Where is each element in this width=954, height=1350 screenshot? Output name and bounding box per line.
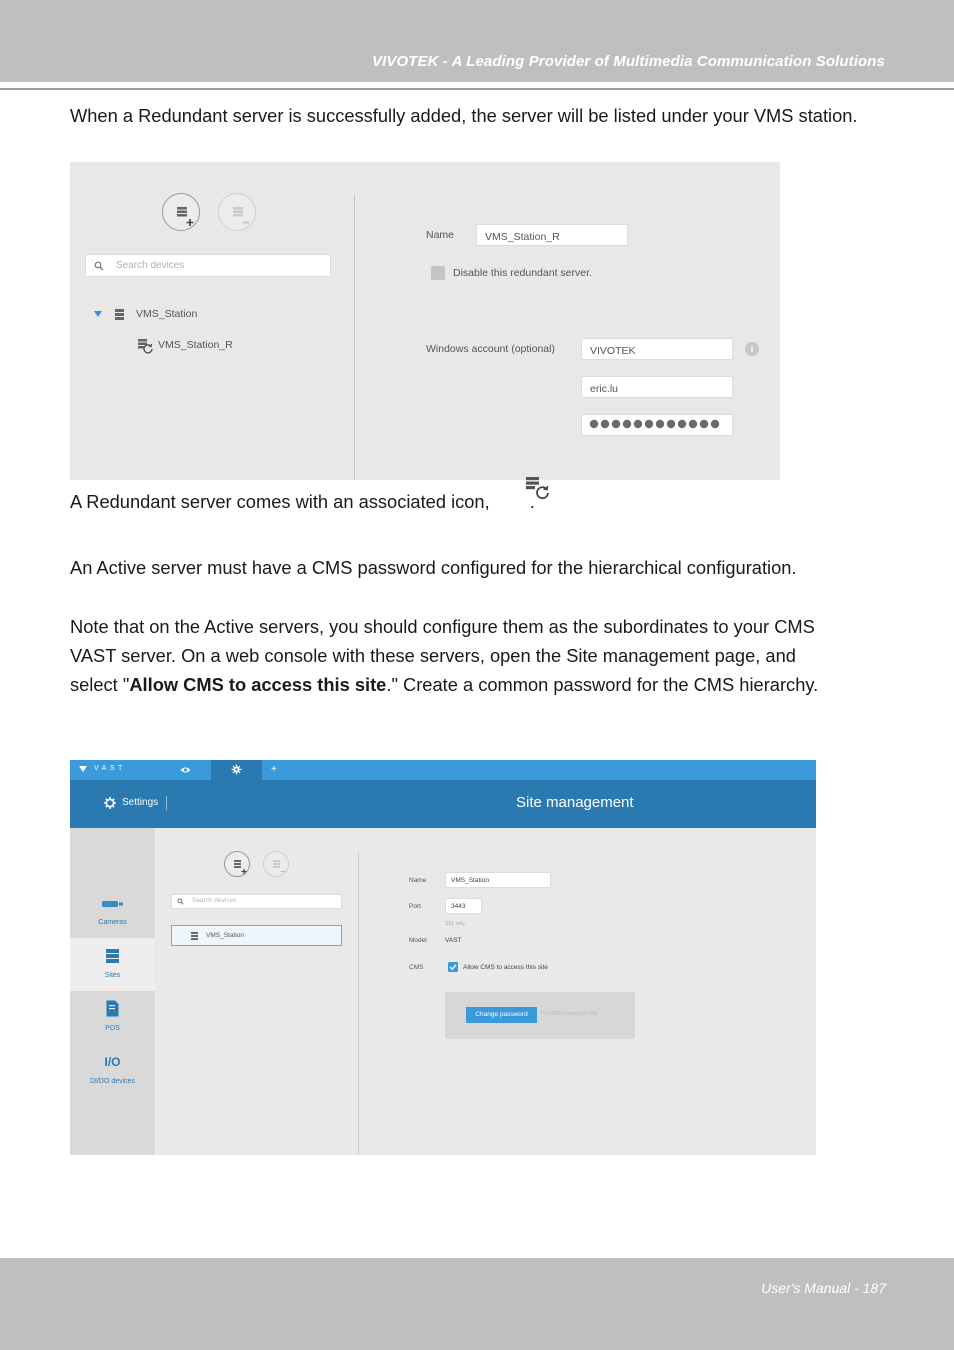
username-input[interactable]: eric.lu: [581, 376, 733, 398]
p4-line-3-start: select ": [70, 674, 130, 695]
checkmark-icon: [449, 963, 457, 971]
password-mask: [589, 418, 729, 430]
port-label: Port: [409, 903, 421, 910]
page-number: User's Manual - 187: [761, 1280, 886, 1296]
paragraph-cms-password: An Active server must have a CMS password configured for the hierarchical configuration.: [70, 557, 797, 578]
name-label: Name: [426, 229, 455, 241]
settings-sidebar: [70, 828, 155, 1155]
name-input[interactable]: VMS_Station: [445, 872, 551, 888]
add-tab-button[interactable]: +: [271, 764, 277, 775]
remove-server-button[interactable]: [218, 193, 256, 231]
disable-redundant-label: Disable this redundant server.: [453, 267, 592, 279]
sidebar-item-pos[interactable]: POS: [105, 1025, 120, 1032]
vast-logo-icon: [79, 766, 87, 772]
sidebar-item-dido[interactable]: DI/DO devices: [89, 1078, 136, 1085]
name-input[interactable]: VMS_Station_R: [476, 224, 628, 246]
server-icon: [114, 308, 126, 321]
ssl-note: SSL only: [445, 921, 465, 927]
change-password-button[interactable]: Change password: [466, 1007, 537, 1023]
p2-text: A Redundant server comes with an associated icon,: [70, 491, 490, 512]
pos-icon: [106, 1000, 119, 1017]
panel-divider: [358, 852, 359, 1155]
page-header: [0, 0, 954, 82]
sites-icon: [106, 949, 119, 964]
add-server-icon: [225, 852, 251, 878]
search-icon: [94, 261, 104, 271]
disable-redundant-checkbox[interactable]: [431, 266, 445, 280]
settings-header: [70, 780, 816, 828]
remove-server-icon: [264, 852, 290, 878]
search-placeholder: Search devices: [116, 260, 185, 271]
redundant-server-icon: [137, 338, 155, 354]
info-icon[interactable]: i: [745, 342, 759, 356]
page-title: Site management: [516, 794, 634, 811]
site-management-screenshot: [70, 760, 816, 1155]
remove-site-button[interactable]: [263, 851, 289, 877]
paragraph-redundant-icon: [70, 487, 770, 516]
search-devices-input[interactable]: [171, 894, 342, 909]
page-footer: [0, 1258, 954, 1350]
cms-connection-note: For CMS connection only: [541, 1011, 598, 1017]
domain-input[interactable]: VIVOTEK: [581, 338, 733, 360]
header-separator: [166, 796, 167, 810]
windows-account-label: Windows account (optional): [426, 343, 555, 355]
sidebar-item-cameras[interactable]: Cameras: [98, 919, 127, 926]
gear-icon: [231, 764, 242, 775]
io-icon: I/O: [104, 1055, 121, 1069]
add-site-button[interactable]: [224, 851, 250, 877]
p4-line-2: VAST server. On a web console with these servers, open the Site management page, and: [70, 645, 796, 666]
settings-label[interactable]: Settings: [122, 797, 159, 808]
search-placeholder: Search devices: [192, 897, 237, 904]
tree-expand-icon[interactable]: [94, 311, 102, 317]
p4-line-1: Note that on the Active servers, you should configure them as the subordinates to your CMS: [70, 616, 815, 637]
name-label: Name: [409, 877, 427, 884]
tree-item-vms-station[interactable]: [171, 925, 342, 946]
add-server-icon: [163, 194, 201, 232]
server-icon: [191, 932, 198, 940]
header-title: VIVOTEK - A Leading Provider of Multimedia Communication Solutions: [371, 53, 885, 70]
allow-cms-checkbox[interactable]: [448, 962, 458, 972]
cms-label: CMS: [409, 964, 424, 971]
paragraph-redundant-listed: When a Redundant server is successfully added, the server will be listed under your VMS station.: [70, 105, 858, 126]
top-tab-bar: [70, 760, 816, 780]
sidebar-item-sites[interactable]: Sites: [104, 972, 121, 979]
tree-item-vms-station[interactable]: VMS_Station: [136, 308, 198, 320]
eye-icon[interactable]: [180, 766, 191, 774]
redundant-server-icon: [524, 474, 552, 502]
redundant-server-screenshot: [70, 162, 780, 480]
search-icon: [177, 898, 184, 905]
tab-settings[interactable]: [211, 760, 262, 780]
panel-divider: [354, 194, 355, 480]
camera-icon: [102, 900, 124, 908]
model-label: Model: [409, 937, 427, 944]
p4-line-3: [70, 670, 890, 699]
cms-password-panel: [445, 992, 635, 1039]
settings-gear-icon: [103, 796, 117, 810]
tree-item-label: VMS_Station: [206, 932, 244, 939]
p4-line-3-end: ." Create a common password for the CMS hierarchy.: [386, 674, 819, 695]
model-value: VAST: [445, 937, 462, 944]
allow-cms-label: Allow CMS to access this site: [463, 964, 548, 971]
header-divider: [0, 88, 954, 90]
search-devices-input[interactable]: [85, 254, 331, 277]
vast-logo: VAST: [94, 765, 126, 772]
remove-server-icon: [219, 194, 257, 232]
allow-cms-emphasis: Allow CMS to access this site: [129, 674, 387, 695]
paragraph-active-servers: [70, 612, 890, 699]
port-input[interactable]: 3443: [445, 898, 482, 914]
p2-period: .: [529, 491, 535, 512]
add-server-button[interactable]: [162, 193, 200, 231]
tree-item-vms-station-r[interactable]: VMS_Station_R: [158, 339, 233, 351]
sidebar-item-sites-selected: [70, 938, 155, 991]
